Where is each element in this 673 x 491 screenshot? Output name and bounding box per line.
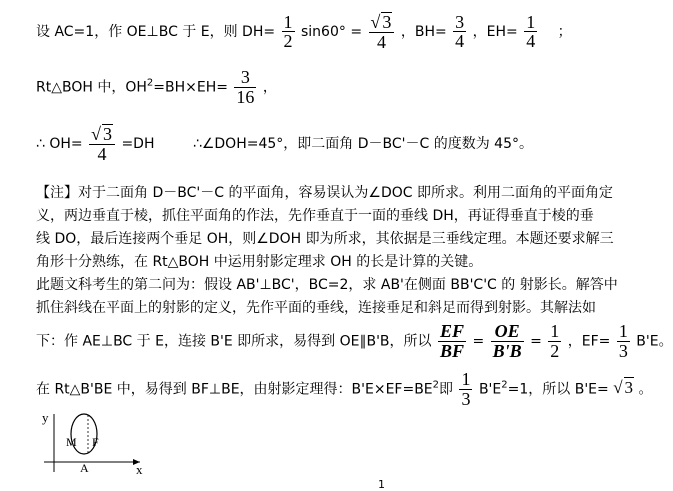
fraction-sqrt3-over-4: $\frac{√ 3}{4}$ xyxy=(369,12,395,52)
p2-row-4-end: 。 xyxy=(638,381,653,398)
p2-row-3 xyxy=(36,322,673,361)
line-2-sup: 2 xyxy=(146,77,154,89)
line-1-end: ； xyxy=(557,23,572,40)
fraction-oh: $\frac{√ 3}{4}$ xyxy=(89,124,115,164)
p2-row-1: 此题文科考生的第二问为：假设 AB'⊥BC'，BC=2，求 AB'在侧面 BB'C'C 的 射影长。解答中 xyxy=(36,277,618,293)
p2-row-4-be: B'E xyxy=(478,381,502,398)
point-f-label: F xyxy=(92,435,99,449)
fraction-ef-bf: $\frac{EF}{BF}$ xyxy=(439,321,464,361)
p2-ef: ，EF= xyxy=(567,333,611,350)
line-1 xyxy=(36,12,572,52)
page-number: 1 xyxy=(378,478,385,491)
p2-row-2: 抓住斜线在平面上的射影的定义，先作平面的垂线，连接垂足和斜足而得到射影。其解法如 xyxy=(36,300,596,316)
p2-row-4-text-d: =1，所以 B'E= xyxy=(507,381,609,398)
p2-row-4-ji: 即 xyxy=(439,381,454,398)
sqrt-3: √ 3 xyxy=(613,378,634,398)
point-m-label: M xyxy=(66,435,77,449)
fraction-half: $\frac{1}{2}$ xyxy=(283,11,293,52)
note-row-3: 线 DO，最后连接两个垂足 OH，则∠DOH 即为所求，其依据是三垂线定理。本题还要求解三 xyxy=(36,231,614,247)
line-1-bh: ，BH= xyxy=(400,23,447,40)
line-3-text-b: =DH xyxy=(121,135,155,152)
fraction-3-over-16: $\frac{3}{16}$ xyxy=(236,67,255,107)
line-2-text-b: =BH×EH= xyxy=(153,79,228,96)
line-3-text-a: ∴ OH= xyxy=(36,135,83,152)
note-row-2: 义，两边垂直于棱，抓住平面角的作法，先作垂直于一面的垂线 DH，再证得垂直于棱的垂 xyxy=(36,208,594,224)
p2-row-4-text-a: 在 Rt△B'BE 中，易得到 BF⊥BE，由射影定理得：B'E×EF=BE xyxy=(36,381,433,398)
line-3 xyxy=(36,124,533,164)
y-axis-label: y xyxy=(42,410,49,425)
line-2-text-a: Rt△BOH 中，OH xyxy=(36,79,147,96)
p2-row-4-sup2: 2 xyxy=(501,379,508,391)
line-1-eq: = xyxy=(350,23,363,40)
fraction-1-over-4: $\frac{1}{4}$ xyxy=(526,11,536,52)
fraction-3-over-4: $\frac{3}{4}$ xyxy=(455,11,465,52)
line-2 xyxy=(36,68,277,107)
p2-row-4-sup: 2 xyxy=(432,379,440,391)
x-axis-label: x xyxy=(136,462,143,477)
fraction-1-3-a: $\frac{1}{3}$ xyxy=(618,321,628,361)
p2-be: B'E。 xyxy=(636,333,673,350)
p2-row-3-text: 下：作 AE⊥BC 于 E，连接 B'E 即所求，易得到 OE∥B'B，所以 xyxy=(36,333,432,350)
p2-eq-2: = xyxy=(530,333,542,350)
line-1-eh: ，EH= xyxy=(472,23,518,40)
fraction-oe-bb: $\frac{OE}{B'B}$ xyxy=(492,321,522,361)
line-2-end: ， xyxy=(262,79,277,96)
fraction-1-2: $\frac{1}{2}$ xyxy=(550,321,560,361)
line-3-text-c: ∴∠DOH=45°，即二面角 D－BC'－C 的度数为 45°。 xyxy=(192,135,533,152)
fraction-1-3-b: $\frac{1}{3}$ xyxy=(461,369,471,409)
line-1-text-a: 设 AC=1，作 OE⊥BC 于 E，则 DH= xyxy=(36,23,276,40)
coordinate-figure xyxy=(32,410,152,480)
p2-eq-1: = xyxy=(472,333,485,350)
p2-row-4 xyxy=(36,370,653,409)
note-row-4: 角形十分熟练，在 Rt△BOH 中运用射影定理求 OH 的长是计算的关键。 xyxy=(36,254,483,270)
line-1-sin: sin60° xyxy=(300,23,346,40)
note-row-1: 【注】对于二面角 D－BC'－C 的平面角，容易误认为∠DOC 即所求。利用二面角的平面角定 xyxy=(36,185,614,201)
point-a-label: A xyxy=(80,461,89,475)
